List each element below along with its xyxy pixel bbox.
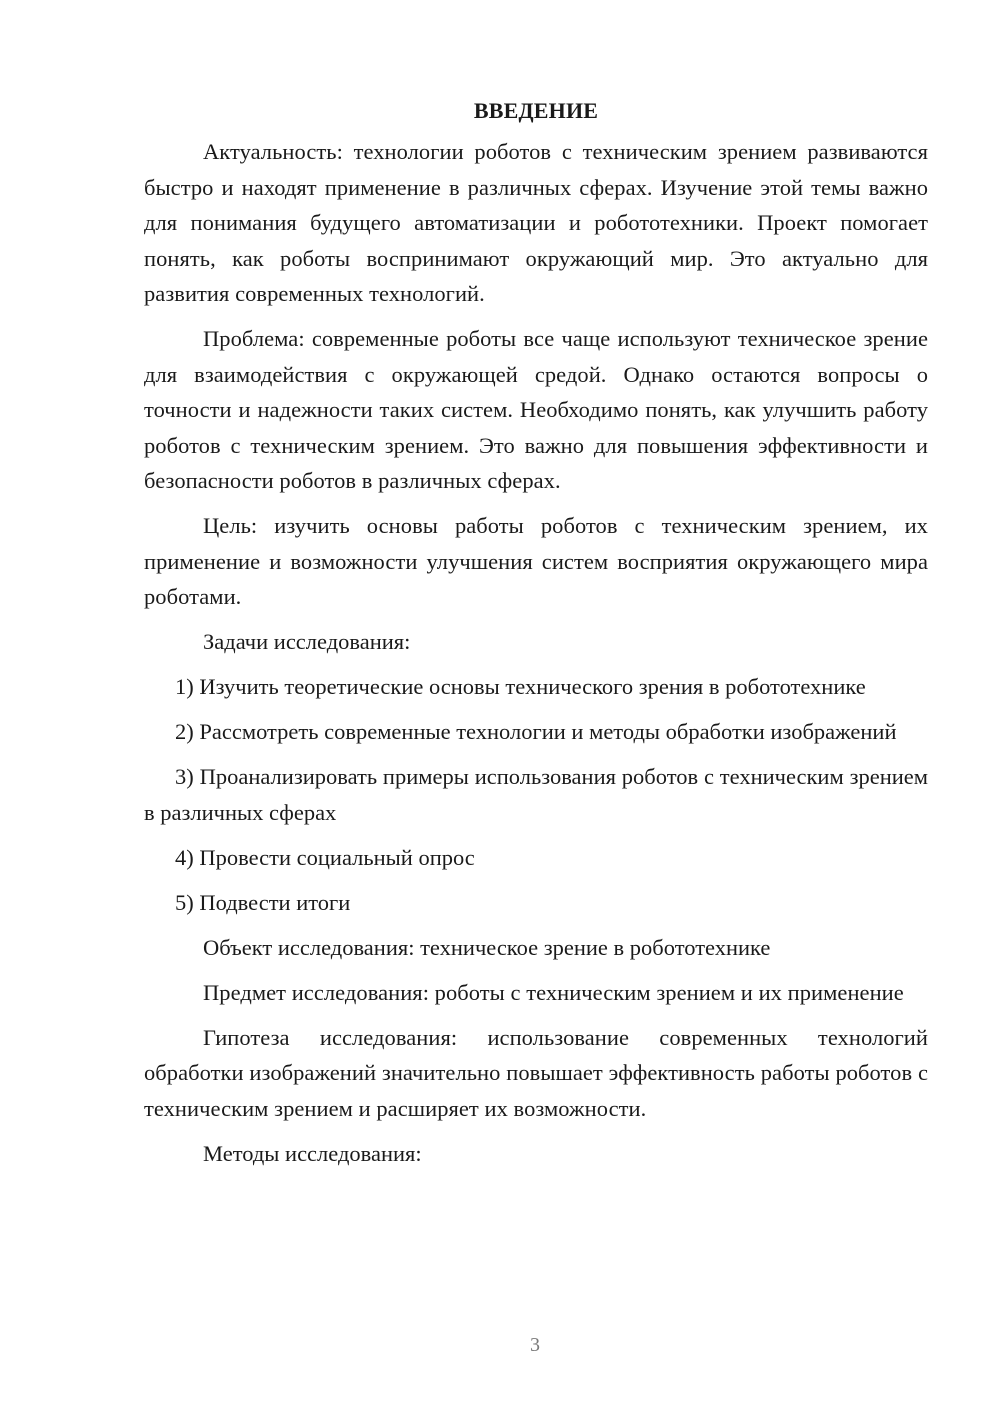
tasks-heading: Задачи исследования: — [203, 629, 411, 654]
goal-paragraph: Цель: изучить основы работы роботов с техническим зрением, их применение и возможности улучшения систем восприятия окружающего мира роботами. — [144, 513, 928, 609]
object-paragraph: Объект исследования: техническое зрение в робототехнике — [203, 934, 771, 960]
page-title: ВВЕДЕНИЕ — [473, 98, 599, 123]
page-number: 3 — [530, 1334, 540, 1356]
task-item: 1) Изучить теоретические основы технического зрения в робототехнике — [175, 674, 866, 699]
methods-heading: Методы исследования: — [203, 1140, 422, 1166]
task-item: 4) Провести социальный опрос — [175, 844, 475, 870]
task-item: 5) Подвести итоги — [175, 889, 351, 915]
relevance-paragraph: Актуальность: технологии роботов с техническим зрением развиваются быстро и находят применение в различных сферах. Изучение этой темы важно для понимания будущего автоматизации и робототехники. Проект помогает понять, как роботы воспринимают окружающий мир. Это актуально для развития современных технологий. — [144, 139, 928, 306]
hypothesis-paragraph: Гипотеза исследования: использование современных технологий обработки изображений значительно повышает эффективность работы роботов с техническим зрением и расширяет их возможности. — [144, 1024, 928, 1121]
document-page — [144, 93, 928, 1181]
subject-paragraph: Предмет исследования: роботы с техническим зрением и их применение — [203, 979, 904, 1005]
problem-paragraph: Проблема: современные роботы все чаще используют техническое зрение для взаимодействия с окружающей средой. Однако остаются вопросы о точности и надежности таких систем. Необходимо понять, как улучшить работу роботов с техническим зрением. Это важно для повышения эффективности и безопасности роботов в различных сферах. — [144, 326, 928, 493]
task-item: 2) Рассмотреть современные технологии и методы обработки изображений — [175, 719, 897, 744]
task-item: 3) Проанализировать примеры использования роботов с техническим зрением в различных сферах — [144, 764, 928, 825]
